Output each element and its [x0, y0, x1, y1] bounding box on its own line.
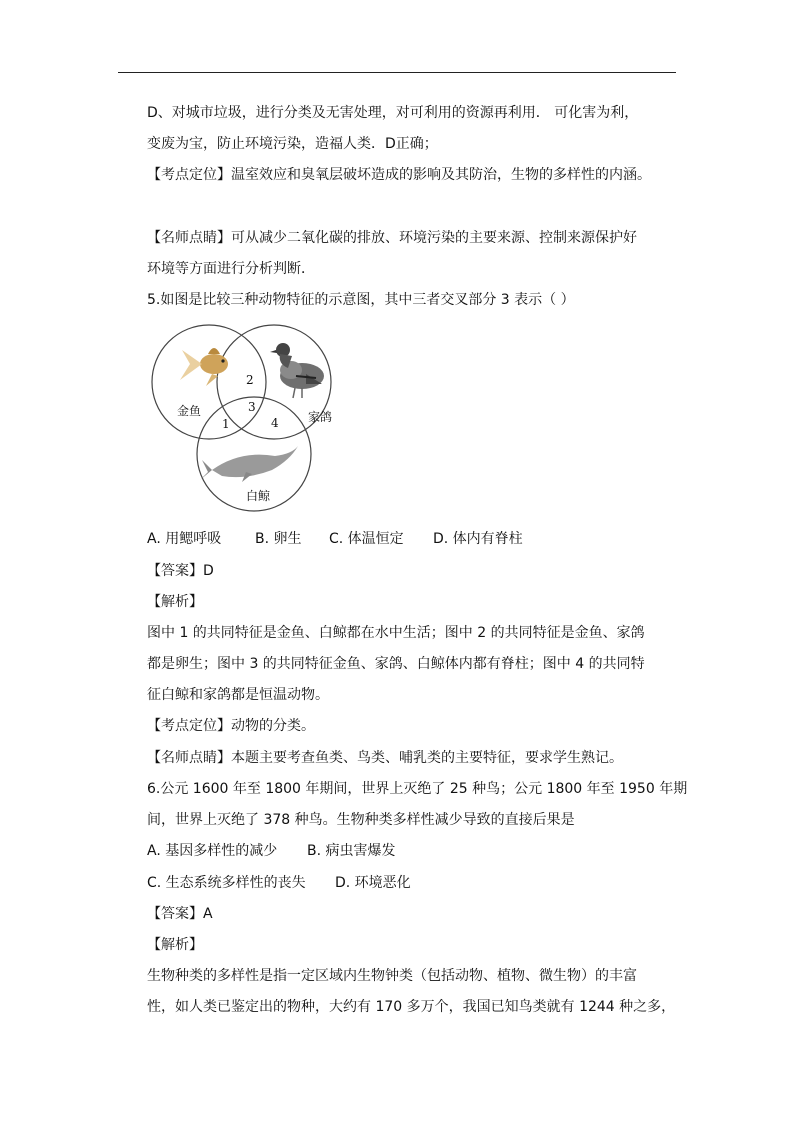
q6-option-c: C. 生态系统多样性的丧失	[147, 875, 306, 891]
q6-option-d: D. 环境恶化	[335, 875, 411, 891]
text-line: D、对城市垃圾，进行分类及无害处理，对可利用的资源再利用． 可化害为利，	[147, 105, 639, 121]
question-6: 6.公元 1600 年至 1800 年期间，世界上灭绝了 25 种鸟；公元 1800 年至 1950 年期	[147, 781, 688, 797]
text-line: 性，如人类已鉴定出的物种，大约有 170 多万个，我国已知鸟类就有 1244 种之多，	[147, 999, 676, 1015]
q5-options	[147, 530, 523, 548]
venn-diagram	[150, 320, 333, 515]
q5-option-c: C. 体温恒定	[329, 531, 404, 547]
pigeon-image	[270, 343, 324, 398]
text-line: 【考点定位】温室效应和臭氧层破坏造成的影响及其防治，生物的多样性的内涵。	[147, 167, 651, 183]
q6-option-b: B. 病虫害爆发	[307, 843, 396, 859]
text-line: 都是卵生；图中 3 的共同特征金鱼、家鸽、白鲸体内都有脊柱；图中 4 的共同特	[147, 656, 645, 672]
q6-option-a: A. 基因多样性的减少	[147, 843, 278, 859]
region-4-label: 4	[271, 416, 279, 430]
pigeon-label: 家鸽	[308, 410, 333, 424]
q5-option-a: A. 用鳃呼吸	[147, 531, 222, 547]
text-line: 【名师点睛】可从减少二氧化碳的排放、环境污染的主要来源、控制来源保护好	[147, 230, 637, 246]
text-line: 【名师点睛】本题主要考查鱼类、鸟类、哺乳类的主要特征，要求学生熟记。	[147, 750, 623, 766]
question-6-cont: 间，世界上灭绝了 378 种鸟。生物种类多样性减少导致的直接后果是	[147, 812, 575, 828]
region-1-label: 1	[222, 417, 230, 431]
goldfish-image	[180, 348, 228, 386]
header-rule	[118, 72, 676, 73]
analysis-6-title: 【解析】	[147, 937, 203, 953]
q5-option-b: B. 卵生	[255, 531, 302, 547]
analysis-5-title: 【解析】	[147, 594, 203, 610]
whale-image	[200, 446, 298, 482]
q6-options-row2	[147, 874, 411, 892]
answer-5: 【答案】D	[147, 563, 214, 579]
region-3-label: 3	[248, 400, 256, 414]
text-line: 变废为宝，防止环境污染，造福人类．D正确；	[147, 136, 438, 152]
text-line: 征白鲸和家鸽都是恒温动物。	[147, 687, 329, 703]
region-2-label: 2	[246, 373, 254, 387]
q5-option-d: D. 体内有脊柱	[433, 531, 523, 547]
question-5: 5.如图是比较三种动物特征的示意图，其中三者交叉部分 3 表示（ ）	[147, 292, 575, 308]
text-line: 【考点定位】动物的分类。	[147, 718, 315, 734]
text-line: 图中 1 的共同特征是金鱼、白鲸都在水中生活；图中 2 的共同特征是金鱼、家鸽	[147, 625, 645, 641]
whale-label: 白鲸	[246, 489, 271, 503]
answer-6: 【答案】A	[147, 906, 213, 922]
q6-options-row1	[147, 842, 396, 860]
goldfish-label: 金鱼	[177, 404, 202, 418]
text-line: 环境等方面进行分析判断．	[147, 261, 315, 277]
text-line: 生物种类的多样性是指一定区域内生物钟类（包括动物、植物、微生物）的丰富	[147, 968, 637, 984]
